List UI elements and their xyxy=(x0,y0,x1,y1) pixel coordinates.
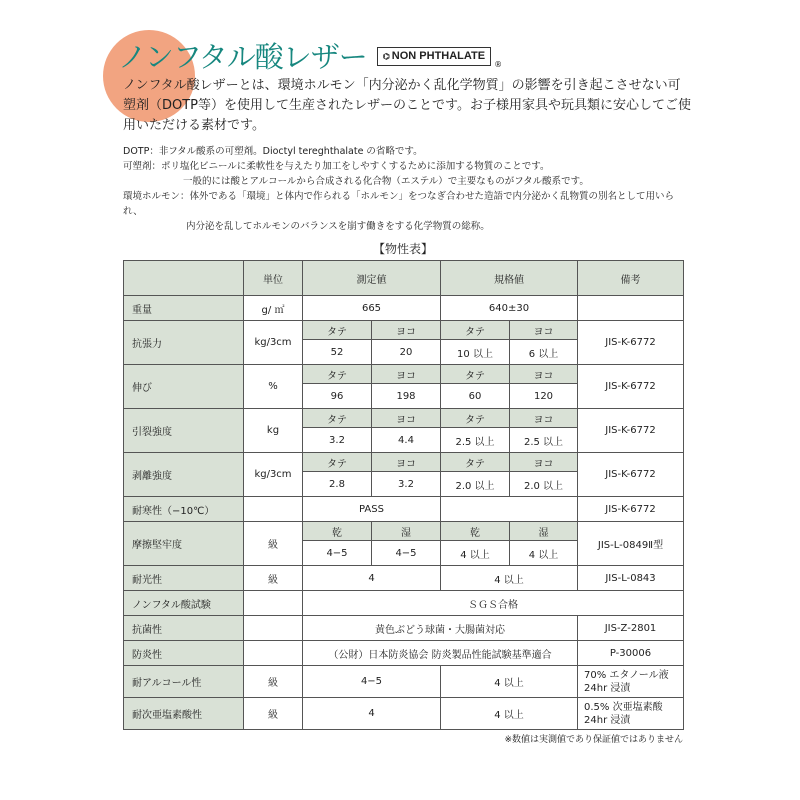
content xyxy=(118,36,693,746)
table-row xyxy=(124,409,684,428)
row-label: 耐次亜塩素酸性 xyxy=(124,698,244,730)
footnote: ※数値は実測値であり保証値ではありません xyxy=(504,735,683,745)
sub-header: 湿 xyxy=(372,522,441,541)
table-cell: 3.2 xyxy=(303,428,372,453)
page-title: ノンフタル酸レザー xyxy=(118,40,367,74)
table-cell: 2.8 xyxy=(303,472,372,497)
remark-line: 70% エタノール液 xyxy=(584,669,669,681)
note-hormone: 環境ホルモン：体外である「環境」と体内で作られる「ホルモン」をつなぎ合わせた造語で内分泌かく乱物質の別名として用いられ、 xyxy=(123,191,675,217)
table-row xyxy=(124,566,684,591)
table-row xyxy=(124,616,684,641)
table-cell: 4 xyxy=(303,698,441,730)
table-row xyxy=(124,453,684,472)
remark-cell xyxy=(578,666,684,698)
table-cell: JIS-K-6772 xyxy=(578,365,684,409)
intro-text: ノンフタル酸レザーとは、環境ホルモン「内分泌かく乱化学物質」の影響を引き起こさせない可塑剤（DOTP等）を使用して生産されたレザーのことです。お子様用家具や玩具類に安心してご使用いただける素材です。 xyxy=(123,78,691,133)
table-cell: 6 以上 xyxy=(510,340,578,365)
table-cell: 20 xyxy=(372,340,441,365)
table-cell: kg xyxy=(244,409,303,453)
table-cell: JIS-K-6772 xyxy=(578,409,684,453)
non-phthalate-badge xyxy=(377,47,491,66)
notes xyxy=(123,144,693,234)
table-row xyxy=(124,497,684,522)
table-header-row xyxy=(124,261,684,296)
table-row xyxy=(124,698,684,730)
table-cell: g/ ㎡ xyxy=(244,296,303,321)
table-row xyxy=(124,365,684,384)
sub-header: タテ xyxy=(441,321,510,340)
table-cell: JIS-K-6772 xyxy=(578,497,684,522)
table-cell: JIS-L-0849Ⅱ型 xyxy=(578,522,684,566)
header-measured: 測定値 xyxy=(303,261,441,296)
table-cell: ＳＧＳ合格 xyxy=(303,591,684,616)
registered-mark: ® xyxy=(494,60,503,69)
header xyxy=(118,36,693,74)
sub-header: ヨコ xyxy=(372,409,441,428)
table-cell: 4 以上 xyxy=(441,666,578,698)
table-cell: 4 以上 xyxy=(441,698,578,730)
table-cell xyxy=(441,497,578,522)
sub-header: ヨコ xyxy=(372,365,441,384)
table-row xyxy=(124,321,684,340)
row-label: 防炎性 xyxy=(124,641,244,666)
sub-header: ヨコ xyxy=(510,365,578,384)
remark-line: 24hr 浸漬 xyxy=(584,714,631,726)
row-label: ノンフタル酸試験 xyxy=(124,591,244,616)
table-cell xyxy=(244,497,303,522)
sub-header: ヨコ xyxy=(510,453,578,472)
table-cell: 2.5 以上 xyxy=(441,428,510,453)
header-unit: 単位 xyxy=(244,261,303,296)
header-remarks: 備考 xyxy=(578,261,684,296)
table-cell: 2.5 以上 xyxy=(510,428,578,453)
table-cell: 2.0 以上 xyxy=(510,472,578,497)
sub-header: 湿 xyxy=(510,522,578,541)
sub-header: ヨコ xyxy=(510,409,578,428)
sub-header: タテ xyxy=(303,453,372,472)
remark-line: 0.5% 次亜塩素酸 xyxy=(584,701,663,713)
table-cell: 4 以上 xyxy=(441,566,578,591)
row-label: 重量 xyxy=(124,296,244,321)
row-label: 抗菌性 xyxy=(124,616,244,641)
table-cell xyxy=(578,296,684,321)
note-plasticizer: 可塑剤：ポリ塩化ビニールに柔軟性を与えたり加工をしやすくするために添加する物質のことです。 xyxy=(123,161,550,172)
sub-header: ヨコ xyxy=(372,321,441,340)
table-cell: 665 xyxy=(303,296,441,321)
table-cell: 4 xyxy=(303,566,441,591)
sub-header: タテ xyxy=(441,409,510,428)
table-cell xyxy=(244,641,303,666)
table-cell xyxy=(244,616,303,641)
row-label: 摩擦堅牢度 xyxy=(124,522,244,566)
header-blank xyxy=(124,261,244,296)
sub-header: タテ xyxy=(303,365,372,384)
sub-header: タテ xyxy=(303,409,372,428)
sub-header: ヨコ xyxy=(510,321,578,340)
table-cell: 198 xyxy=(372,384,441,409)
table-cell: 2.0 以上 xyxy=(441,472,510,497)
table-cell: 120 xyxy=(510,384,578,409)
remark-line: 24hr 浸漬 xyxy=(584,682,631,694)
table-cell: 60 xyxy=(441,384,510,409)
table-cell: 96 xyxy=(303,384,372,409)
table-cell: 640±30 xyxy=(441,296,578,321)
properties-table xyxy=(123,260,684,730)
row-label: 耐光性 xyxy=(124,566,244,591)
row-label: 引裂強度 xyxy=(124,409,244,453)
table-cell: 級 xyxy=(244,698,303,730)
table-cell: 4 以上 xyxy=(441,541,510,566)
table-cell: 級 xyxy=(244,666,303,698)
note-plasticizer-cont: 一般的には酸とアルコールから合成される化合物（エステル）で主要なものがフタル酸系です。 xyxy=(183,176,589,187)
table-cell: 級 xyxy=(244,522,303,566)
note-hormone-cont: 内分泌を乱してホルモンのバランスを崩す働きをする化学物質の総称。 xyxy=(186,221,490,232)
row-label: 抗張力 xyxy=(124,321,244,365)
table-cell: kg/3cm xyxy=(244,321,303,365)
molecule-icon: ⌬ xyxy=(382,52,390,61)
table-cell: 3.2 xyxy=(372,472,441,497)
sub-header: ヨコ xyxy=(372,453,441,472)
table-cell: JIS-Z-2801 xyxy=(578,616,684,641)
table-cell: 4−5 xyxy=(372,541,441,566)
table-cell: 4−5 xyxy=(303,541,372,566)
table-cell: P-30006 xyxy=(578,641,684,666)
table-cell: 級 xyxy=(244,566,303,591)
table-title: 【物性表】 xyxy=(372,242,433,256)
badge-label: NON PHTHALATE xyxy=(391,50,486,62)
row-label: 剥離強度 xyxy=(124,453,244,497)
sub-header: タテ xyxy=(441,365,510,384)
table-cell: PASS xyxy=(303,497,441,522)
table-cell: % xyxy=(244,365,303,409)
table-cell: 52 xyxy=(303,340,372,365)
table-cell xyxy=(244,591,303,616)
table-row xyxy=(124,522,684,541)
table-cell: JIS-K-6772 xyxy=(578,453,684,497)
note-dotp: DOTP：非フタル酸系の可塑剤。Dioctyl tereghthalate の省略です。 xyxy=(123,146,423,157)
table-row xyxy=(124,666,684,698)
sub-header: タテ xyxy=(441,453,510,472)
row-label: 耐寒性（−10℃） xyxy=(124,497,244,522)
table-cell: 4.4 xyxy=(372,428,441,453)
sub-header: 乾 xyxy=(441,522,510,541)
table-cell: JIS-K-6772 xyxy=(578,321,684,365)
remark-cell xyxy=(578,698,684,730)
table-row xyxy=(124,296,684,321)
row-label: 伸び xyxy=(124,365,244,409)
table-cell: （公財）日本防炎協会 防炎製品性能試験基準適合 xyxy=(303,641,578,666)
table-cell: 4 以上 xyxy=(510,541,578,566)
row-label: 耐アルコール性 xyxy=(124,666,244,698)
table-cell: 黄色ぶどう球菌・大腸菌対応 xyxy=(303,616,578,641)
table-cell: 4−5 xyxy=(303,666,441,698)
header-spec: 規格値 xyxy=(441,261,578,296)
sub-header: タテ xyxy=(303,321,372,340)
table-cell: JIS-L-0843 xyxy=(578,566,684,591)
table-row xyxy=(124,591,684,616)
table-row xyxy=(124,641,684,666)
table-cell: 10 以上 xyxy=(441,340,510,365)
table-cell: kg/3cm xyxy=(244,453,303,497)
sub-header: 乾 xyxy=(303,522,372,541)
